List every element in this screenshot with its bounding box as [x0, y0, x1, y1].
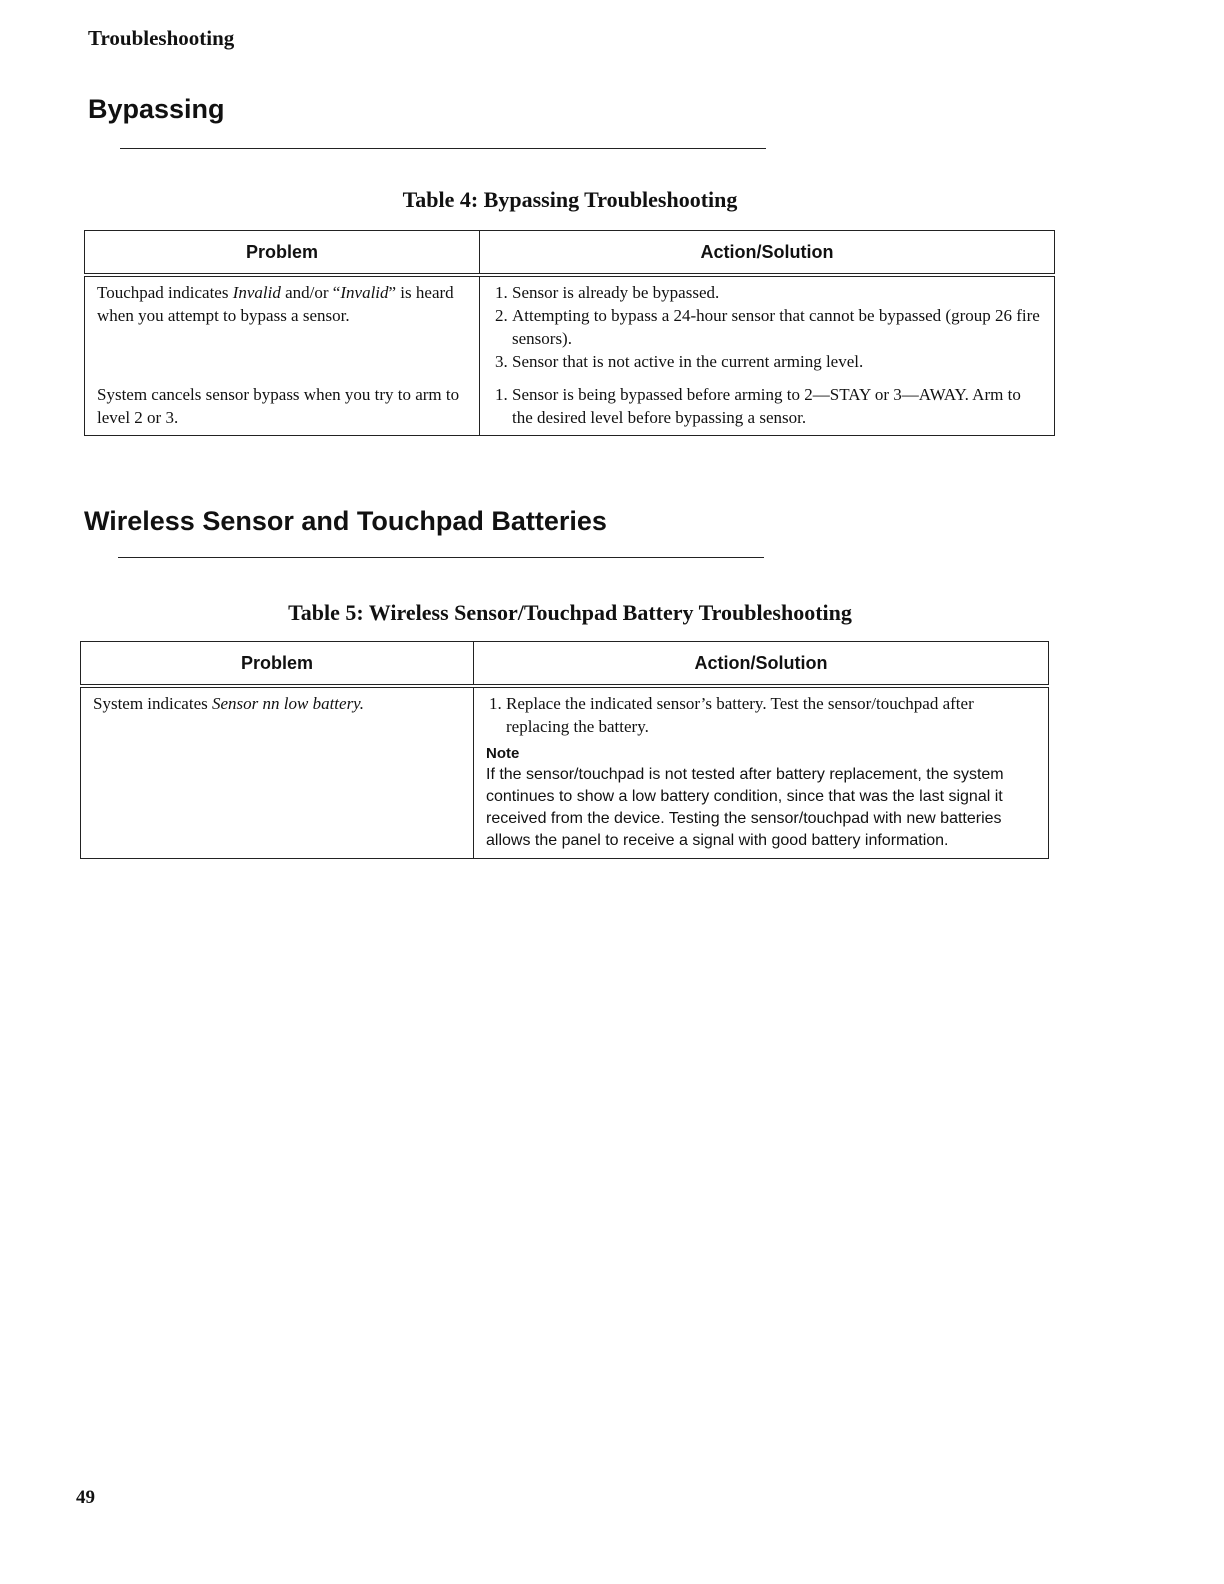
table-header-row	[85, 231, 1055, 276]
problem-emphasis: Invalid	[232, 283, 281, 302]
problem-emphasis: Invalid	[340, 283, 389, 302]
solution-cell	[480, 275, 1055, 379]
table-5-caption: Table 5: Wireless Sensor/Touchpad Battery Troubleshooting	[288, 600, 852, 625]
table-header-row	[81, 642, 1049, 687]
section-rule	[120, 148, 766, 149]
section-rule	[118, 557, 764, 558]
solution-item: 3. Sensor that is not active in the current arming level.	[512, 350, 1042, 373]
section-title-batteries: Wireless Sensor and Touchpad Batteries	[84, 506, 607, 536]
solution-cell	[474, 686, 1049, 859]
problem-text: Touchpad indicates	[97, 283, 233, 302]
problem-cell	[81, 686, 474, 859]
solution-list	[492, 281, 1042, 373]
running-head: Troubleshooting	[88, 26, 235, 50]
table-row	[85, 275, 1055, 379]
problem-cell: System cancels sensor bypass when you try to arm to level 2 or 3.	[97, 385, 460, 427]
problem-text: and/or “	[280, 283, 341, 302]
solution-list	[492, 383, 1042, 429]
column-header-problem: Problem	[85, 231, 480, 276]
solution-list	[486, 692, 1036, 738]
solution-item: 1. Sensor is being bypassed before arming to 2—STAY or 3—AWAY. Arm to the desired level before bypassing a sensor.	[512, 383, 1042, 429]
table-row	[85, 379, 1055, 436]
column-header-action-solution: Action/Solution	[480, 231, 1055, 276]
table-4	[84, 230, 1055, 436]
solution-item: 1. Sensor is already be bypassed.	[512, 281, 1042, 304]
table-5	[80, 641, 1049, 859]
solution-cell	[480, 379, 1055, 436]
section-title-bypassing: Bypassing	[88, 94, 225, 124]
table-4-caption: Table 4: Bypassing Troubleshooting	[402, 187, 738, 212]
note-label: Note	[486, 745, 520, 762]
note-text: If the sensor/touchpad is not tested after battery replacement, the system continues to show a low battery condition, since that was the last signal it received from the device. Testing the sensor/touchpad with new batteries allows the panel to receive a signal with good battery information.	[486, 766, 1004, 849]
problem-text: ” is heard when you attempt to bypass a sensor.	[97, 283, 454, 325]
table-row	[81, 686, 1049, 859]
column-header-problem: Problem	[81, 642, 474, 687]
solution-item: 1. Replace the indicated sensor’s battery. Test the sensor/touchpad after replacing the battery.	[506, 692, 1036, 738]
problem-cell	[85, 275, 480, 379]
problem-emphasis: Sensor nn low battery.	[211, 694, 365, 713]
solution-item: 2. Attempting to bypass a 24-hour sensor that cannot be bypassed (group 26 fire sensors).	[512, 304, 1042, 350]
page-number: 49	[76, 1487, 95, 1508]
column-header-action-solution: Action/Solution	[474, 642, 1049, 687]
problem-text: System indicates	[93, 694, 212, 713]
